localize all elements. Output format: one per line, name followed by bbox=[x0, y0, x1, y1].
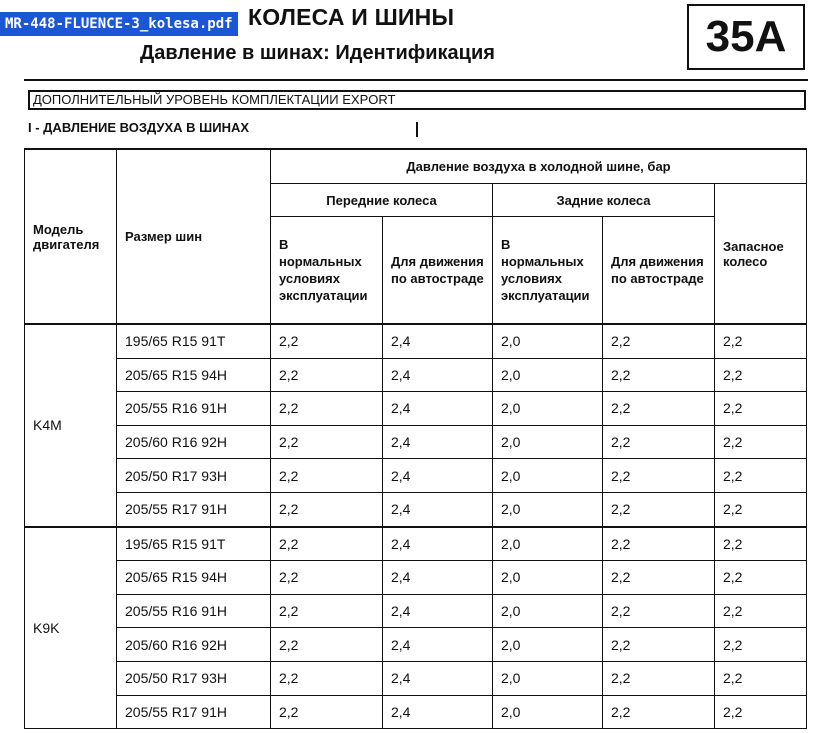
header-spare-wheel: Запасное колесо bbox=[715, 184, 807, 325]
pressure-front-normal-cell: 2,2 bbox=[271, 594, 383, 628]
tire-size-cell: 205/65 R15 94H bbox=[117, 561, 271, 595]
pressure-rear-normal-cell: 2,0 bbox=[493, 324, 603, 358]
tire-size-cell: 205/50 R17 93H bbox=[117, 459, 271, 493]
pressure-front-highway-cell: 2,4 bbox=[383, 324, 493, 358]
pressure-front-normal-cell: 2,2 bbox=[271, 392, 383, 426]
pressure-spare-cell: 2,2 bbox=[715, 392, 807, 426]
pressure-spare-cell: 2,2 bbox=[715, 324, 807, 358]
pressure-spare-cell: 2,2 bbox=[715, 358, 807, 392]
pressure-front-highway-cell: 2,4 bbox=[383, 561, 493, 595]
pressure-rear-highway-cell: 2,2 bbox=[603, 425, 715, 459]
tire-size-cell: 195/65 R15 91T bbox=[117, 324, 271, 358]
pressure-front-normal-cell: 2,2 bbox=[271, 661, 383, 695]
header-rear-normal: В нормальных условиях эксплуатации bbox=[493, 217, 603, 325]
pressure-spare-cell: 2,2 bbox=[715, 561, 807, 595]
tire-size-cell: 205/50 R17 93H bbox=[117, 661, 271, 695]
engine-model-cell: K9K bbox=[25, 527, 117, 729]
header-front-normal: В нормальных условиях эксплуатации bbox=[271, 217, 383, 325]
table-row bbox=[25, 695, 807, 729]
pressure-spare-cell: 2,2 bbox=[715, 695, 807, 729]
pressure-front-normal-cell: 2,2 bbox=[271, 561, 383, 595]
text-cursor bbox=[416, 122, 418, 137]
tire-size-cell: 205/60 R16 92H bbox=[117, 628, 271, 662]
pressure-front-normal-cell: 2,2 bbox=[271, 492, 383, 526]
pressure-rear-highway-cell: 2,2 bbox=[603, 459, 715, 493]
tire-size-cell: 205/55 R16 91H bbox=[117, 594, 271, 628]
header-front-highway: Для движения по автостраде bbox=[383, 217, 493, 325]
pressure-spare-cell: 2,2 bbox=[715, 492, 807, 526]
pressure-front-highway-cell: 2,4 bbox=[383, 358, 493, 392]
pressure-rear-normal-cell: 2,0 bbox=[493, 594, 603, 628]
header-tire-size: Размер шин bbox=[117, 149, 271, 324]
pressure-rear-highway-cell: 2,2 bbox=[603, 492, 715, 526]
pressure-rear-highway-cell: 2,2 bbox=[603, 628, 715, 662]
pressure-rear-highway-cell: 2,2 bbox=[603, 561, 715, 595]
pressure-rear-normal-cell: 2,0 bbox=[493, 695, 603, 729]
table-row bbox=[25, 492, 807, 526]
pressure-rear-normal-cell: 2,0 bbox=[493, 561, 603, 595]
pressure-rear-highway-cell: 2,2 bbox=[603, 695, 715, 729]
pressure-rear-normal-cell: 2,0 bbox=[493, 459, 603, 493]
header-front-wheels: Передние колеса bbox=[271, 184, 493, 217]
pressure-front-normal-cell: 2,2 bbox=[271, 459, 383, 493]
header-divider bbox=[24, 79, 808, 81]
table-row bbox=[25, 628, 807, 662]
pressure-front-normal-cell: 2,2 bbox=[271, 695, 383, 729]
pressure-spare-cell: 2,2 bbox=[715, 594, 807, 628]
pressure-rear-normal-cell: 2,0 bbox=[493, 628, 603, 662]
chapter-number: 35A bbox=[687, 4, 805, 70]
pressure-rear-highway-cell: 2,2 bbox=[603, 661, 715, 695]
pressure-spare-cell: 2,2 bbox=[715, 459, 807, 493]
tire-pressure-table bbox=[24, 148, 807, 729]
pressure-rear-highway-cell: 2,2 bbox=[603, 392, 715, 426]
engine-model-cell: K4M bbox=[25, 324, 117, 527]
tire-size-cell: 205/65 R15 94H bbox=[117, 358, 271, 392]
pressure-front-normal-cell: 2,2 bbox=[271, 358, 383, 392]
pressure-front-highway-cell: 2,4 bbox=[383, 594, 493, 628]
header-rear-wheels: Задние колеса bbox=[493, 184, 715, 217]
header-cold-pressure: Давление воздуха в холодной шине, бар bbox=[271, 149, 807, 184]
table-row bbox=[25, 425, 807, 459]
tire-size-cell: 195/65 R15 91T bbox=[117, 527, 271, 561]
pressure-rear-highway-cell: 2,2 bbox=[603, 324, 715, 358]
table-row bbox=[25, 527, 807, 561]
pressure-front-highway-cell: 2,4 bbox=[383, 425, 493, 459]
table-row bbox=[25, 392, 807, 426]
pressure-front-highway-cell: 2,4 bbox=[383, 527, 493, 561]
pressure-rear-normal-cell: 2,0 bbox=[493, 425, 603, 459]
pressure-front-normal-cell: 2,2 bbox=[271, 527, 383, 561]
equipment-level-box: ДОПОЛНИТЕЛЬНЫЙ УРОВЕНЬ КОМПЛЕКТАЦИИ EXPORT bbox=[28, 90, 806, 110]
table-row bbox=[25, 661, 807, 695]
pressure-rear-normal-cell: 2,0 bbox=[493, 492, 603, 526]
pressure-front-highway-cell: 2,4 bbox=[383, 492, 493, 526]
table-row bbox=[25, 358, 807, 392]
table-row bbox=[25, 459, 807, 493]
pressure-rear-normal-cell: 2,0 bbox=[493, 358, 603, 392]
pressure-front-highway-cell: 2,4 bbox=[383, 695, 493, 729]
page-subtitle: Давление в шинах: Идентификация bbox=[140, 42, 495, 64]
section-heading: I - ДАВЛЕНИЕ ВОЗДУХА В ШИНАХ bbox=[28, 120, 250, 135]
table-body bbox=[25, 324, 807, 729]
header-engine-model: Модель двигателя bbox=[25, 149, 117, 324]
pressure-spare-cell: 2,2 bbox=[715, 527, 807, 561]
pressure-front-normal-cell: 2,2 bbox=[271, 628, 383, 662]
pressure-front-normal-cell: 2,2 bbox=[271, 324, 383, 358]
page-title: КОЛЕСА И ШИНЫ bbox=[248, 4, 455, 30]
table-row bbox=[25, 561, 807, 595]
pressure-rear-normal-cell: 2,0 bbox=[493, 392, 603, 426]
tire-size-cell: 205/55 R17 91H bbox=[117, 492, 271, 526]
pressure-front-highway-cell: 2,4 bbox=[383, 628, 493, 662]
tire-size-cell: 205/55 R16 91H bbox=[117, 392, 271, 426]
tire-size-cell: 205/55 R17 91H bbox=[117, 695, 271, 729]
pressure-spare-cell: 2,2 bbox=[715, 425, 807, 459]
pressure-rear-highway-cell: 2,2 bbox=[603, 358, 715, 392]
tire-size-cell: 205/60 R16 92H bbox=[117, 425, 271, 459]
file-name-tab[interactable]: MR-448-FLUENCE-3_kolesa.pdf bbox=[0, 12, 238, 36]
pressure-spare-cell: 2,2 bbox=[715, 628, 807, 662]
pressure-front-highway-cell: 2,4 bbox=[383, 661, 493, 695]
pressure-front-highway-cell: 2,4 bbox=[383, 459, 493, 493]
header-rear-highway: Для движения по автостраде bbox=[603, 217, 715, 325]
table-row bbox=[25, 324, 807, 358]
pressure-rear-highway-cell: 2,2 bbox=[603, 594, 715, 628]
pressure-front-normal-cell: 2,2 bbox=[271, 425, 383, 459]
pressure-front-highway-cell: 2,4 bbox=[383, 392, 493, 426]
table-row bbox=[25, 594, 807, 628]
pressure-rear-normal-cell: 2,0 bbox=[493, 527, 603, 561]
pressure-rear-normal-cell: 2,0 bbox=[493, 661, 603, 695]
pressure-rear-highway-cell: 2,2 bbox=[603, 527, 715, 561]
pressure-spare-cell: 2,2 bbox=[715, 661, 807, 695]
